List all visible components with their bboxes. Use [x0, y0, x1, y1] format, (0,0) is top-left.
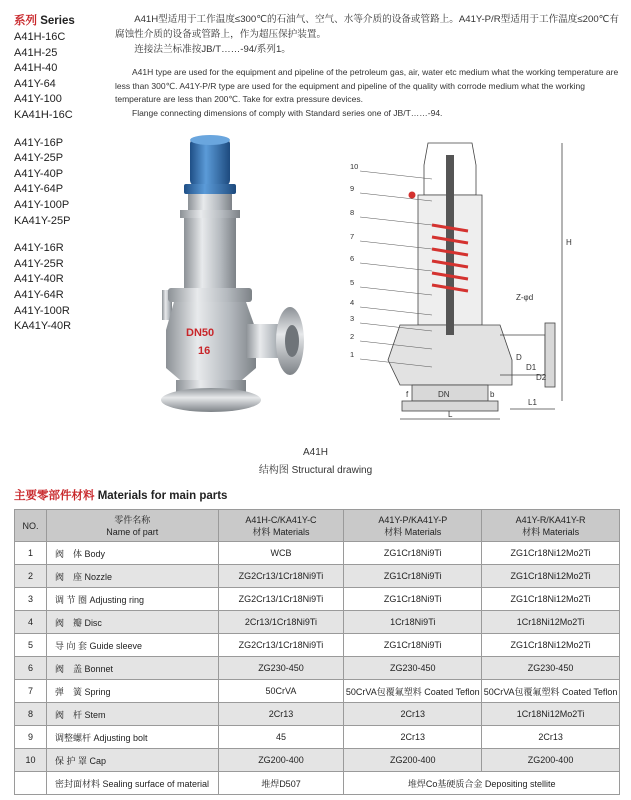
caption-structural	[0, 461, 631, 476]
series-list	[14, 30, 73, 347]
cell-part-name: 阀 座 Nozzle	[46, 565, 218, 588]
table-row	[15, 634, 620, 657]
cell-material-r: 1Cr18Ni12Mo2Ti	[482, 611, 620, 634]
cell-part-name: 保 护 罩 Cap	[46, 749, 218, 772]
series-model: A41H-16C	[14, 31, 66, 43]
description-en-1: A41H type are used for the equipment and pipeline of the petroleum gas, air, water etc medium what the working temperature are less than 300℃. A41Y-P/R type are used for the equipment and pipeline of the quality with corrode medium what the working temperature are less than 200℃. Take for extra pressure devices.	[115, 67, 619, 105]
cell-no: 4	[15, 611, 47, 634]
caption-model: A41H	[302, 447, 328, 458]
dim-f: f	[406, 390, 409, 399]
part-number-label: 5	[350, 278, 355, 287]
cell-part-name: 弹 簧 Spring	[46, 680, 218, 703]
cell-no: 6	[15, 657, 47, 680]
materials-heading-zh: 主要零部件材料	[14, 490, 95, 502]
table-header-row	[15, 510, 620, 542]
cell-part-name: 阀 体 Body	[46, 542, 218, 565]
cell-material-p: 50CrVA包覆氟塑料 Coated Teflon	[344, 680, 482, 703]
cell-material-r: 1Cr18Ni12Mo2Ti	[482, 703, 620, 726]
part-number-label: 3	[350, 314, 355, 323]
table-row	[15, 703, 620, 726]
series-model: A41Y-100R	[14, 304, 70, 317]
table-row	[15, 749, 620, 772]
series-heading	[14, 12, 75, 28]
series-model: A41Y-25R	[14, 257, 64, 270]
header-r-materials: 材料 Materials	[522, 526, 580, 537]
cell-no: 7	[15, 680, 47, 703]
header-p-model: A41Y-P/KA41Y-P	[378, 514, 448, 525]
cell-no-empty	[15, 772, 47, 795]
part-number-label: 4	[350, 298, 355, 307]
header-c	[218, 510, 344, 542]
dim-d: D	[516, 353, 522, 362]
structural-drawing	[340, 135, 580, 425]
description-en-2: Flange connecting dimensions of comply with Standard series one of JB/T……-94.	[132, 107, 443, 118]
series-model: A41Y-16R	[14, 242, 64, 255]
description	[115, 12, 620, 120]
table-row	[15, 542, 620, 565]
cell-material-r: ZG1Cr18Ni12Mo2Ti	[482, 565, 620, 588]
photo-pn-label: 16	[198, 345, 211, 357]
series-model: A41Y-100P	[14, 198, 70, 211]
cell-material-c: WCB	[218, 542, 344, 565]
dim-l1: L1	[528, 398, 537, 407]
table-row	[15, 611, 620, 634]
header-part	[46, 510, 218, 542]
valve-photo	[140, 130, 320, 420]
part-number-label: 10	[350, 162, 359, 171]
cell-material-r: 50CrVA包覆氟塑料 Coated Teflon	[482, 680, 620, 703]
header-c-materials: 材料 Materials	[252, 526, 310, 537]
cell-material-c: 45	[218, 726, 344, 749]
photo-dn-label: DN50	[186, 327, 215, 339]
cell-material-c: 2Cr13	[218, 703, 344, 726]
cell-material-p: 1Cr18Ni9Ti	[344, 611, 482, 634]
series-model: A41Y-64	[14, 77, 56, 90]
cell-no: 2	[15, 565, 47, 588]
dim-b: b	[490, 390, 495, 399]
materials-heading	[14, 487, 227, 503]
cell-part-name: 调 节 圈 Adjusting ring	[46, 588, 218, 611]
table-row	[15, 680, 620, 703]
part-number-label: 1	[350, 350, 355, 359]
cell-part-name: 阀 瓣 Disc	[46, 611, 218, 634]
dim-d2: D2	[536, 373, 547, 382]
table-row-sealing	[15, 772, 620, 795]
series-model: A41Y-40R	[14, 273, 64, 286]
table-row	[15, 657, 620, 680]
header-c-model: A41H-C/KA41Y-C	[245, 514, 317, 525]
table-row	[15, 726, 620, 749]
series-model: A41Y-25P	[14, 152, 64, 165]
materials-table-body	[15, 542, 620, 795]
table-row	[15, 588, 620, 611]
materials-table	[14, 509, 620, 795]
header-p-materials: 材料 Materials	[384, 526, 442, 537]
cell-part-name: 阀 盖 Bonnet	[46, 657, 218, 680]
dim-dn: DN	[438, 390, 450, 399]
series-model: KA41H-16C	[14, 108, 73, 121]
cell-material-c: 2Cr13/1Cr18Ni9Ti	[218, 611, 344, 634]
cell-no: 5	[15, 634, 47, 657]
series-model: A41Y-64R	[14, 288, 64, 301]
header-r	[482, 510, 620, 542]
header-part-en: Name of part	[106, 526, 159, 537]
cell-material-p: 2Cr13	[344, 726, 482, 749]
dim-zphid: Z-φd	[516, 293, 534, 302]
series-model: A41Y-40P	[14, 167, 64, 180]
part-number-label: 8	[350, 208, 355, 217]
cell-part-name: 导 向 套 Guide sleeve	[46, 634, 218, 657]
caption-structural-en: Structural drawing	[291, 465, 373, 476]
materials-heading-en: Materials for main parts	[97, 490, 228, 502]
cell-material-p: ZG1Cr18Ni9Ti	[344, 542, 482, 565]
series-model: A41H-40	[14, 62, 58, 75]
dim-d1: D1	[526, 363, 537, 372]
cell-material-c: ZG200-400	[218, 749, 344, 772]
cell-no: 3	[15, 588, 47, 611]
series-group	[14, 241, 73, 335]
description-zh-1: A41H型适用于工作温度≤300℃的石油气、空气、水等介质的设备或管路上。A41Y-P/R型适用于工作温度≤200℃有腐蚀性介质的设备或管路上，作为超压保护装置。	[115, 14, 620, 40]
part-number-label: 2	[350, 332, 355, 341]
cell-material-p: ZG200-400	[344, 749, 482, 772]
header-part-zh: 零件名称	[114, 514, 151, 525]
part-number-label: 6	[350, 254, 355, 263]
cell-material-c: ZG2Cr13/1Cr18Ni9Ti	[218, 565, 344, 588]
cell-material-p: ZG1Cr18Ni9Ti	[344, 634, 482, 657]
caption-structural-zh: 结构图	[258, 465, 289, 476]
cell-material-r: 2Cr13	[482, 726, 620, 749]
cell-sealing-pr: 堆焊Co基硬质合金 Depositing stellite	[344, 772, 620, 795]
cell-sealing-c: 堆焊D507	[218, 772, 344, 795]
part-number-label: 7	[350, 232, 355, 241]
series-heading-en: Series	[40, 15, 75, 27]
cell-no: 10	[15, 749, 47, 772]
cell-part-name: 调整螺杆 Adjusting bolt	[46, 726, 218, 749]
cell-part-name: 阀 杆 Stem	[46, 703, 218, 726]
dim-h: H	[566, 238, 572, 247]
cell-no: 1	[15, 542, 47, 565]
part-number-label: 9	[350, 184, 355, 193]
cell-material-p: ZG230-450	[344, 657, 482, 680]
header-p	[344, 510, 482, 542]
series-model: KA41Y-40R	[14, 320, 72, 333]
cell-material-r: ZG230-450	[482, 657, 620, 680]
table-row	[15, 565, 620, 588]
series-model: A41Y-64P	[14, 183, 64, 196]
cell-sealing-name: 密封面材料 Sealing surface of material	[46, 772, 218, 795]
cell-material-p: 2Cr13	[344, 703, 482, 726]
cell-no: 8	[15, 703, 47, 726]
cell-material-c: ZG230-450	[218, 657, 344, 680]
series-group	[14, 30, 73, 124]
cell-material-p: ZG1Cr18Ni9Ti	[344, 588, 482, 611]
header-no: NO.	[15, 510, 47, 542]
cell-material-r: ZG1Cr18Ni12Mo2Ti	[482, 634, 620, 657]
series-model: A41H-25	[14, 46, 58, 59]
series-model: KA41Y-25P	[14, 214, 71, 227]
cell-material-p: ZG1Cr18Ni9Ti	[344, 565, 482, 588]
dim-l: L	[448, 410, 453, 419]
cell-material-r: ZG200-400	[482, 749, 620, 772]
cell-material-r: ZG1Cr18Ni12Mo2Ti	[482, 542, 620, 565]
cell-material-r: ZG1Cr18Ni12Mo2Ti	[482, 588, 620, 611]
series-group	[14, 136, 73, 230]
series-heading-zh: 系列	[14, 15, 37, 27]
series-model: A41Y-16P	[14, 136, 64, 149]
cell-material-c: 50CrVA	[218, 680, 344, 703]
part-leader-line	[360, 171, 432, 179]
cell-material-c: ZG2Cr13/1Cr18Ni9Ti	[218, 634, 344, 657]
description-zh-2: 连接法兰标准按JB/T……-94/系列1。	[134, 44, 291, 55]
header-r-model: A41Y-R/KA41Y-R	[515, 514, 586, 525]
cell-material-c: ZG2Cr13/1Cr18Ni9Ti	[218, 588, 344, 611]
cell-no: 9	[15, 726, 47, 749]
series-model: A41Y-100	[14, 93, 62, 106]
